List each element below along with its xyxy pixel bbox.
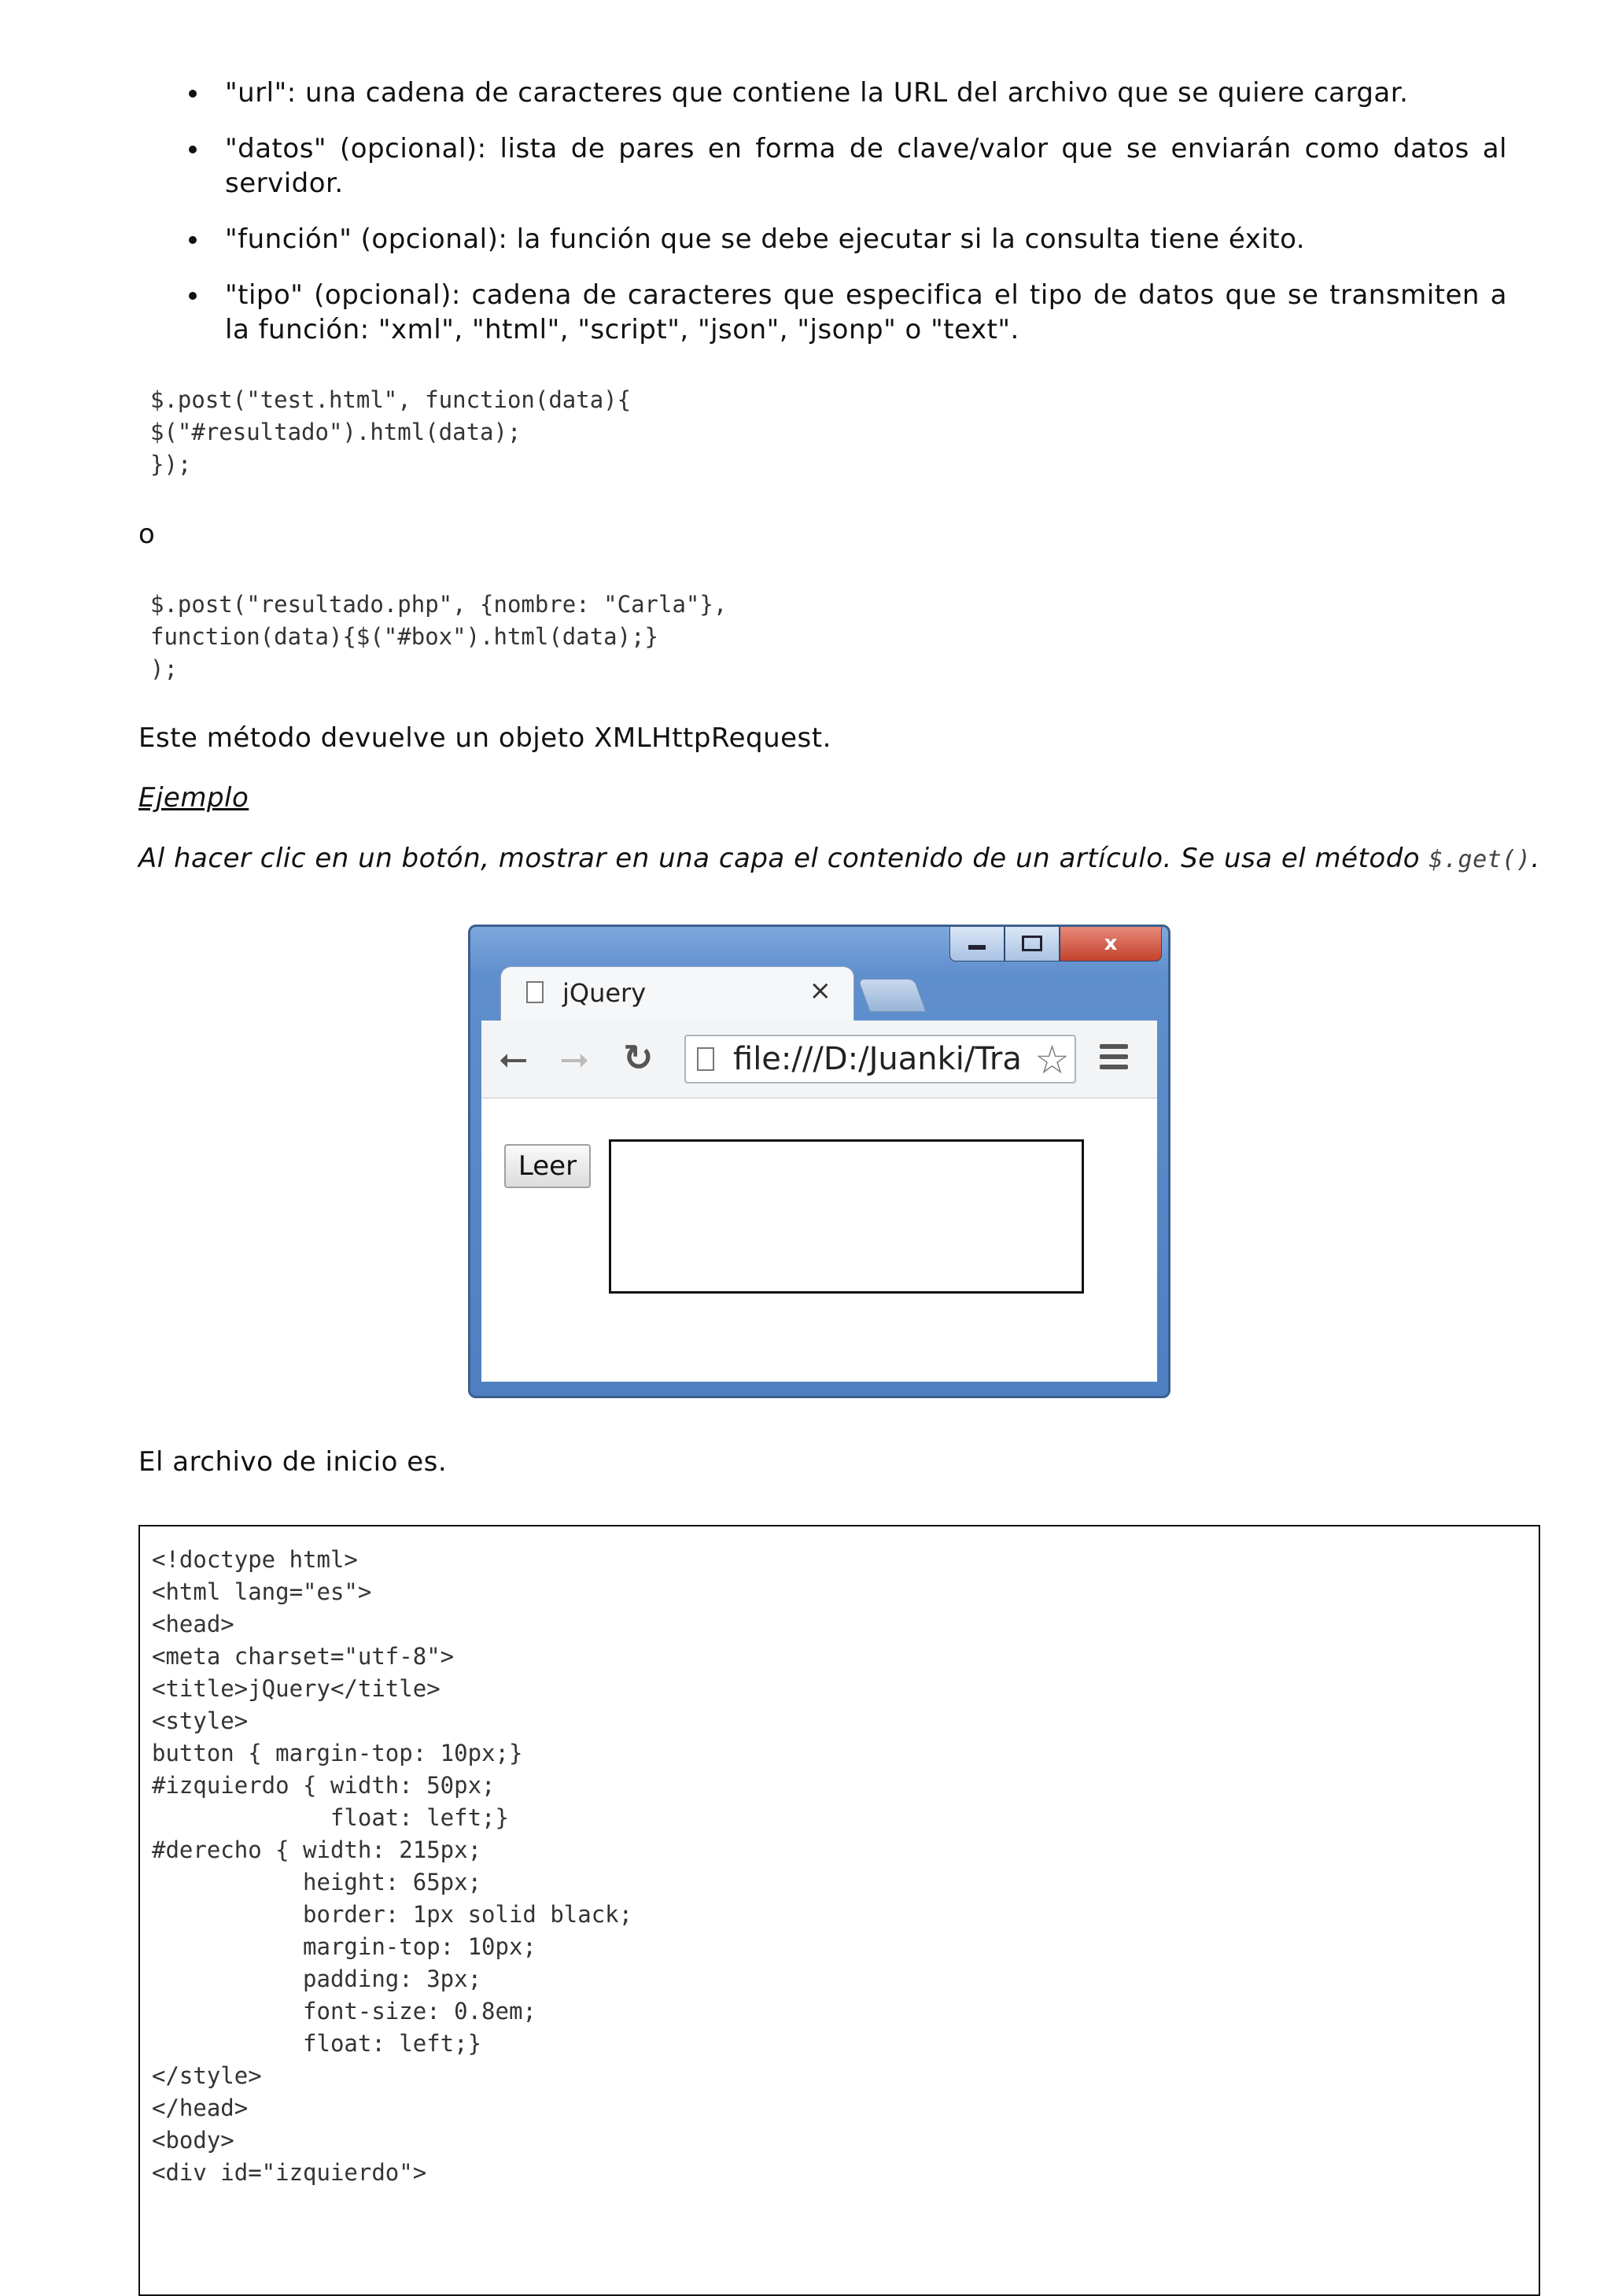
browser-toolbar (481, 1021, 1157, 1098)
menu-icon[interactable] (1100, 1044, 1128, 1075)
code-snippet-post-resultado: $.post("resultado.php", {nombre: "Carla"}, function(data){$("#box").html(data);} ); (150, 591, 728, 682)
minimize-icon (968, 945, 986, 950)
list-item: "tipo" (opcional): cadena de caracteres que especifica el tipo de datos que se transmiten a la función: "xml", "html", "script", "json", "jsonp" o "text". (138, 278, 1507, 347)
bookmark-star-icon[interactable]: ☆ (1034, 1037, 1070, 1083)
code-box (138, 1525, 1540, 2296)
result-box (609, 1139, 1084, 1294)
back-arrow-icon[interactable]: ⭠ (499, 1036, 528, 1079)
minimize-button[interactable] (949, 925, 1005, 962)
address-bar[interactable] (684, 1035, 1076, 1083)
page-icon (526, 981, 544, 1003)
list-item: "función" (opcional): la función que se debe ejecutar si la consulta tiene éxito. (138, 222, 1507, 257)
maximize-button[interactable] (1005, 925, 1060, 962)
code-snippet-post-test: $.post("test.html", function(data){ $("#resultado").html(data); }); (150, 386, 632, 478)
list-item: "url": una cadena de caracteres que contiene la URL del archivo que se quiere cargar. (138, 76, 1507, 110)
tab-title: jQuery (562, 978, 647, 1008)
start-file-label: El archivo de inicio es. (138, 1446, 448, 1478)
example-method-code: $.get() (1429, 846, 1532, 873)
leer-button[interactable]: Leer (504, 1144, 591, 1188)
example-description-end: . (1531, 843, 1540, 874)
return-description: Este método devuelve un objeto XMLHttpRequest. (138, 722, 831, 754)
file-icon (697, 1047, 714, 1071)
forward-arrow-icon[interactable]: ⭢ (560, 1036, 589, 1079)
maximize-icon (1022, 936, 1042, 951)
close-icon: x (1104, 932, 1118, 955)
browser-content (481, 1098, 1157, 1382)
browser-tab[interactable] (500, 966, 854, 1021)
tab-close-icon[interactable]: × (809, 975, 831, 1006)
or-text: o (138, 519, 156, 550)
new-tab-button[interactable] (857, 979, 926, 1012)
parameter-list (138, 76, 1507, 368)
example-description (138, 841, 1540, 876)
example-heading: Ejemplo (138, 782, 249, 814)
window-controls (949, 925, 1162, 962)
reload-icon[interactable]: ↻ (623, 1036, 654, 1079)
address-bar-url: file:///D:/Juanki/Tra (733, 1041, 1022, 1077)
browser-window-screenshot (468, 925, 1170, 1398)
close-button[interactable] (1060, 925, 1162, 962)
html-source-code: <!doctype html> <html lang="es"> <head> <meta charset="utf-8"> <title>jQuery</title> <style> button { margin-top: 10px;} #izquierdo { width: 50px; float: left;} #derecho { width: 215px; height: 65px; border: 1px solid black; margin-top: 10px; padding: 3px; font-size: 0.8em; float: left;} </style> </head> <body> <div id="izquierdo"> (152, 1546, 633, 2186)
example-description-text: Al hacer clic en un botón, mostrar en una capa el contenido de un artículo. Se usa el método (138, 843, 1429, 874)
list-item: "datos" (opcional): lista de pares en forma de clave/valor que se enviarán como datos al servidor. (138, 131, 1507, 201)
